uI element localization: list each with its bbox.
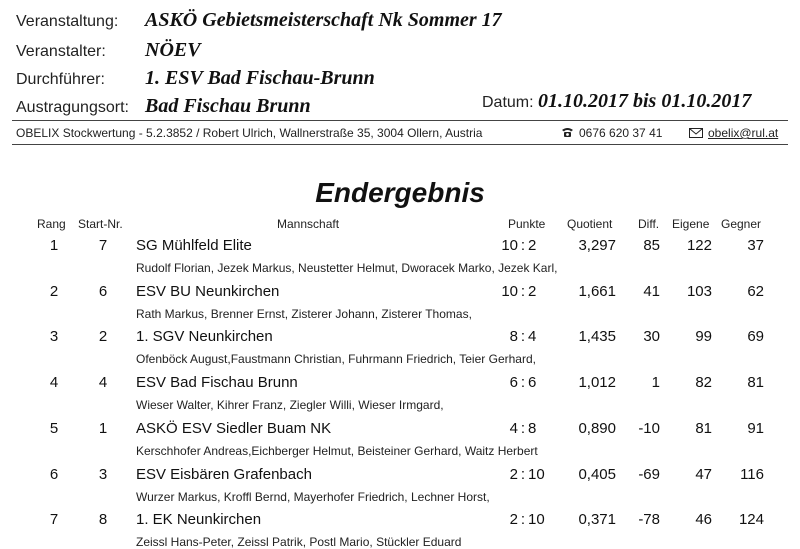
header-divider-top [12, 120, 788, 121]
envelope-icon [689, 127, 703, 141]
row-eigene: 82 [695, 374, 712, 391]
col-punkte: Punkte [508, 217, 546, 231]
row-rang: 1 [49, 237, 59, 254]
row-quotient: 3,297 [578, 237, 616, 254]
durchfuehrer-value: 1. ESV Bad Fischau-Brunn [145, 67, 375, 89]
datum-label: Datum: [482, 94, 534, 111]
row-diff: 85 [643, 237, 660, 254]
col-eigene: Eigene [672, 217, 710, 231]
row-quotient: 0,405 [578, 466, 616, 483]
header-divider-bottom [12, 144, 788, 145]
page-title: Endergebnis [315, 177, 485, 208]
row-gegner: 81 [747, 374, 764, 391]
col-diff: Diff. [638, 217, 660, 231]
row-start: 1 [98, 420, 108, 437]
row-quotient: 1,435 [578, 328, 616, 345]
email-contact [689, 126, 778, 141]
row-pb: 10 [528, 466, 545, 483]
col-quotient: Quotient [567, 217, 613, 231]
row-pb: 2 [528, 283, 537, 300]
row-players: Rudolf Florian, Jezek Markus, Neustetter Helmut, Dworacek Marko, Jezek Karl, [136, 261, 558, 275]
row-rang: 7 [49, 511, 59, 528]
row-eigene: 46 [695, 511, 712, 528]
row-pb: 6 [528, 374, 537, 391]
row-diff: -69 [638, 466, 660, 483]
row-diff: 30 [643, 328, 660, 345]
row-start: 3 [98, 466, 108, 483]
points-separator: : [520, 466, 526, 483]
row-pa: 2 [509, 511, 518, 528]
row-quotient: 1,661 [578, 283, 616, 300]
row-eigene: 81 [695, 420, 712, 437]
row-rang: 3 [49, 328, 59, 345]
veranstaltung-label: Veranstaltung: [16, 13, 119, 30]
row-pa: 10 [501, 237, 518, 254]
row-rang: 5 [49, 420, 59, 437]
software-info: OBELIX Stockwertung - 5.2.3852 / Robert Ulrich, Wallnerstraße 35, 3004 Ollern, Austria [16, 126, 483, 140]
row-players: Kerschhofer Andreas,Eichberger Helmut, Beisteiner Gerhard, Waitz Herbert [136, 444, 538, 458]
row-pb: 2 [528, 237, 537, 254]
points-separator: : [520, 511, 526, 528]
veranstalter-value: NÖEV [145, 39, 201, 61]
col-rang: Rang [37, 217, 66, 231]
email-link[interactable]: obelix@rul.at [708, 126, 779, 140]
row-players: Wurzer Markus, Kroffl Bernd, Mayerhofer Friedrich, Lechner Horst, [136, 490, 490, 504]
row-eigene: 47 [695, 466, 712, 483]
points-separator: : [520, 328, 526, 345]
row-gegner: 69 [747, 328, 764, 345]
row-team: SG Mühlfeld Elite [136, 237, 252, 254]
row-diff: 41 [643, 283, 660, 300]
durchfuehrer-label: Durchführer: [16, 71, 105, 88]
row-quotient: 0,890 [578, 420, 616, 437]
row-eigene: 99 [695, 328, 712, 345]
row-team: 1. SGV Neunkirchen [136, 328, 273, 345]
row-gegner: 37 [747, 237, 764, 254]
phone-number: 0676 620 37 41 [579, 126, 663, 140]
col-team: Mannschaft [277, 217, 340, 231]
row-gegner: 91 [747, 420, 764, 437]
row-quotient: 1,012 [578, 374, 616, 391]
row-pb: 8 [528, 420, 537, 437]
row-rang: 4 [49, 374, 59, 391]
row-start: 7 [98, 237, 108, 254]
points-separator: : [520, 374, 526, 391]
row-rang: 6 [49, 466, 59, 483]
row-rang: 2 [49, 283, 59, 300]
row-start: 4 [98, 374, 108, 391]
points-separator: : [520, 283, 526, 300]
row-team: ESV BU Neunkirchen [136, 283, 280, 300]
row-team: 1. EK Neunkirchen [136, 511, 262, 528]
row-gegner: 124 [738, 511, 764, 528]
phone-contact [561, 126, 662, 141]
row-pa: 10 [501, 283, 518, 300]
row-pa: 2 [509, 466, 518, 483]
row-pa: 6 [509, 374, 518, 391]
col-start: Start-Nr. [78, 217, 123, 231]
points-separator: : [520, 420, 526, 437]
phone-icon [561, 127, 574, 141]
row-pa: 4 [509, 420, 518, 437]
row-start: 2 [98, 328, 108, 345]
row-pb: 10 [528, 511, 545, 528]
points-separator: : [520, 237, 526, 254]
austragungsort-value: Bad Fischau Brunn [145, 95, 311, 117]
row-quotient: 0,371 [578, 511, 616, 528]
row-diff: 1 [651, 374, 660, 391]
row-team: ESV Bad Fischau Brunn [136, 374, 298, 391]
row-start: 6 [98, 283, 108, 300]
col-gegner: Gegner [721, 217, 762, 231]
row-pa: 8 [509, 328, 518, 345]
row-team: ESV Eisbären Grafenbach [136, 466, 312, 483]
veranstalter-label: Veranstalter: [16, 43, 106, 60]
datum-value: 01.10.2017 bis 01.10.2017 [538, 90, 752, 112]
row-players: Ofenböck August,Faustmann Christian, Fuhrmann Friedrich, Teier Gerhard, [136, 352, 536, 366]
austragungsort-label: Austragungsort: [16, 99, 129, 116]
row-eigene: 103 [686, 283, 712, 300]
row-players: Wieser Walter, Kihrer Franz, Ziegler Willi, Wieser Irmgard, [136, 398, 444, 412]
row-pb: 4 [528, 328, 537, 345]
row-start: 8 [98, 511, 108, 528]
veranstaltung-value: ASKÖ Gebietsmeisterschaft Nk Sommer 17 [145, 9, 502, 31]
row-diff: -10 [638, 420, 660, 437]
row-gegner: 62 [747, 283, 764, 300]
row-team: ASKÖ ESV Siedler Buam NK [136, 420, 332, 437]
row-players: Rath Markus, Brenner Ernst, Zisterer Johann, Zisterer Thomas, [136, 307, 472, 321]
row-diff: -78 [638, 511, 660, 528]
row-players: Zeissl Hans-Peter, Zeissl Patrik, Postl Mario, Stückler Eduard [136, 535, 462, 549]
row-gegner: 116 [740, 466, 764, 483]
row-eigene: 122 [686, 237, 712, 254]
